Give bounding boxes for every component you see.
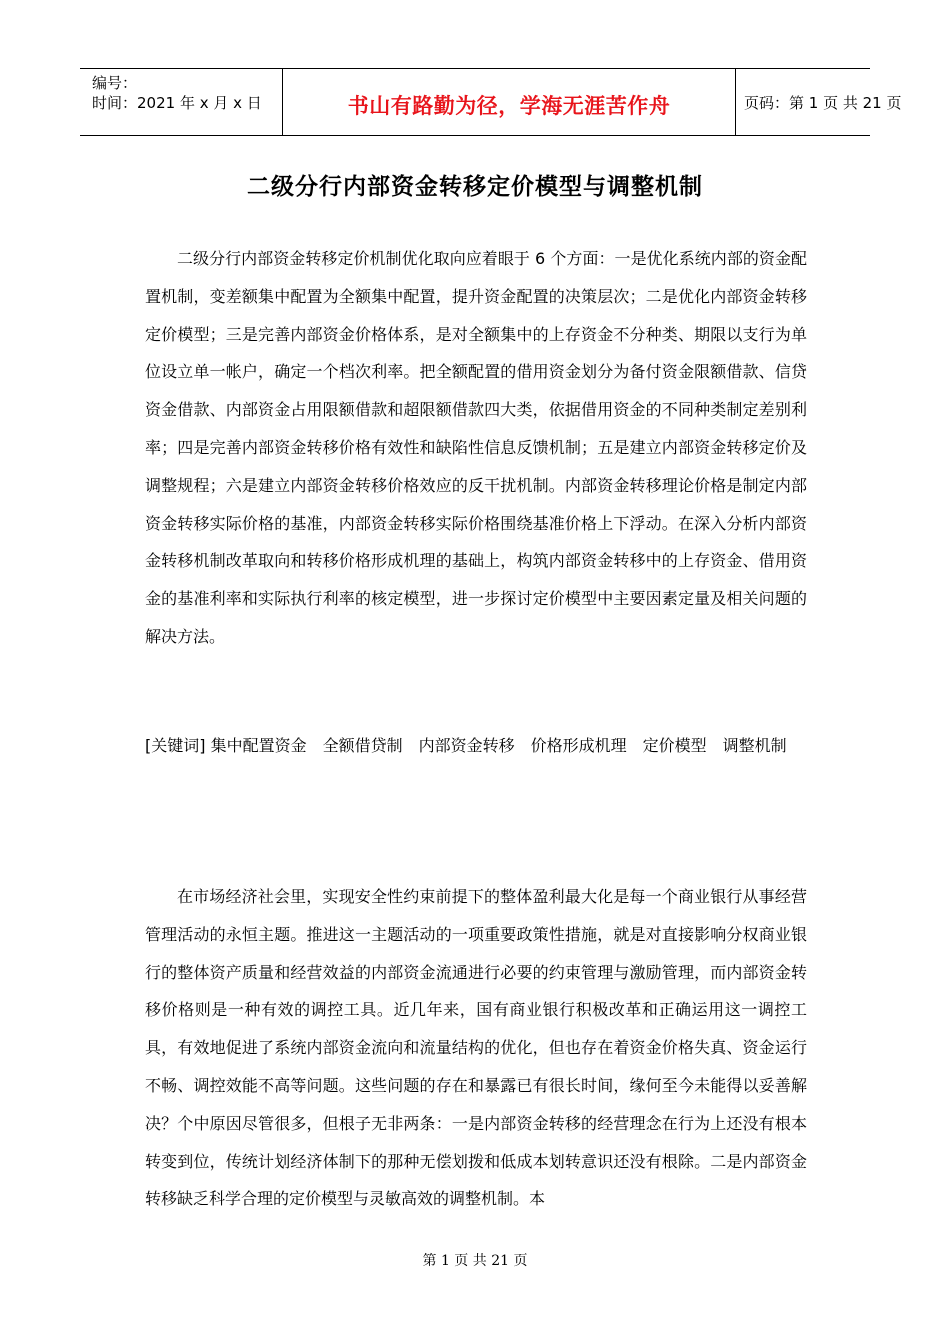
body-paragraph: 在市场经济社会里，实现安全性约束前提下的整体盈利最大化是每一个商业银行从事经营管理活动的永恒主题。推进这一主题活动的一项重要政策性措施，就是对直接影响分权商业银行的整体资产质量和经营效益的内部资金流通进行必要的约束管理与激励管理，而内部资金转移价格则是一种有效的调控工具。近几年来，国有商业银行积极改革和正确运用这一调控工具，有效地促进了系统内部资金流向和流量结构的优化，但也存在着资金价格失真、资金运行不畅、调控效能不高等问题。这些问题的存在和暴露已有很长时间，缘何至今未能得以妥善解决？个中原因尽管很多，但根子无非两条：一是内部资金转移的经营理念在行为上还没有根本转变到位，传统计划经济体制下的那种无偿划拨和低成本划转意识还没有根除。二是内部资金转移缺乏科学合理的定价模型与灵敏高效的调整机制。本 bbox=[145, 887, 807, 1209]
header-page-cell bbox=[736, 69, 902, 135]
keywords-paragraph: [关键词] 集中配置资金 全额借贷制 内部资金转移 价格形成机理 定价模型 调整机制 bbox=[145, 736, 787, 755]
header-page-label: 页码：第 1 页 共 21 页 bbox=[744, 93, 902, 112]
document-number-label: 编号： bbox=[92, 74, 138, 92]
document-date-label: 时间：2021 年 x 月 x 日 bbox=[92, 94, 262, 112]
page-header bbox=[80, 68, 902, 136]
header-motto-cell bbox=[282, 69, 736, 135]
abstract-paragraph: 二级分行内部资金转移定价机制优化取向应着眼于 6 个方面：一是优化系统内部的资金配置机制，变差额集中配置为全额集中配置，提升资金配置的决策层次；二是优化内部资金转移定价模型；三是完善内部资金价格体系，是对全额集中的上存资金不分种类、期限以支行为单位设立单一帐户，确定一个档次利率。把全额配置的借用资金划分为备付资金限额借款、信贷资金借款、内部资金占用限额借款和超限额借款四大类，依据借用资金的不同种类制定差别利率；四是完善内部资金转移价格有效性和缺陷性信息反馈机制；五是建立内部资金转移定价及调整规程；六是建立内部资金转移价格效应的反干扰机制。内部资金转移理论价格是制定内部资金转移实际价格的基准，内部资金转移实际价格围绕基准价格上下浮动。在深入分析内部资金转移机制改革取向和转移价格形成机理的基础上，构筑内部资金转移中的上存资金、借用资金的基准利率和实际执行利率的核定模型，进一步探讨定价模型中主要因素定量及相关问题的解决方法。 bbox=[145, 249, 807, 646]
page-footer: 第 1 页 共 21 页 bbox=[422, 1253, 528, 1269]
header-motto: 书山有路勤为径，学海无涯苦作舟 bbox=[347, 94, 671, 118]
document-title: 二级分行内部资金转移定价模型与调整机制 bbox=[247, 174, 703, 200]
header-info-cell bbox=[80, 69, 282, 135]
